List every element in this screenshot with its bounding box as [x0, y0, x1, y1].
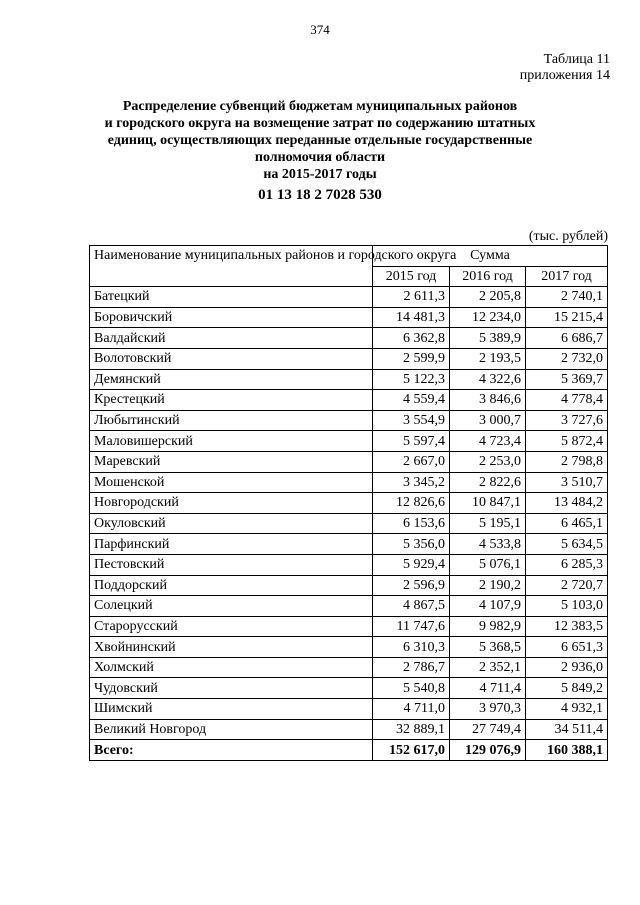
header-year-2016: 2016 год [450, 266, 526, 287]
cell-amount-2015: 14 481,3 [373, 307, 450, 328]
table-row [90, 390, 608, 411]
table-row [90, 699, 608, 720]
cell-amount-2017: 2 720,7 [526, 575, 608, 596]
cell-amount-2016: 4 533,8 [450, 534, 526, 555]
cell-district-name: Новгородский [90, 493, 373, 514]
cell-district-name: Шимский [90, 699, 373, 720]
table-row [90, 369, 608, 390]
cell-district-name: Демянский [90, 369, 373, 390]
cell-amount-2016: 4 107,9 [450, 596, 526, 617]
cell-amount-2016: 2 205,8 [450, 287, 526, 308]
cell-amount-2017: 4 932,1 [526, 699, 608, 720]
cell-district-name: Чудовский [90, 678, 373, 699]
cell-amount-2017: 5 634,5 [526, 534, 608, 555]
cell-amount-2016: 4 723,4 [450, 431, 526, 452]
cell-amount-2017: 34 511,4 [526, 719, 608, 740]
header-year-2015: 2015 год [373, 266, 450, 287]
cell-amount-2015: 32 889,1 [373, 719, 450, 740]
cell-amount-2015: 2 596,9 [373, 575, 450, 596]
table-row [90, 596, 608, 617]
cell-amount-2016: 5 076,1 [450, 554, 526, 575]
table-row [90, 637, 608, 658]
cell-amount-2015: 2 786,7 [373, 657, 450, 678]
table-row [90, 410, 608, 431]
table-row [90, 348, 608, 369]
cell-district-name: Парфинский [90, 534, 373, 555]
cell-amount-2017: 3 510,7 [526, 472, 608, 493]
header-name-column: Наименование муниципальных районов и городского округа [90, 246, 373, 287]
cell-amount-2015: 2 599,9 [373, 348, 450, 369]
cell-amount-2017: 5 872,4 [526, 431, 608, 452]
cell-district-name: Батецкий [90, 287, 373, 308]
table-row [90, 616, 608, 637]
cell-district-name: Маревский [90, 451, 373, 472]
cell-amount-2017: 6 651,3 [526, 637, 608, 658]
cell-amount-2017: 5 849,2 [526, 678, 608, 699]
cell-district-name: Волотовский [90, 348, 373, 369]
cell-amount-2016: 10 847,1 [450, 493, 526, 514]
cell-amount-2016: 3 970,3 [450, 699, 526, 720]
cell-amount-2015: 5 597,4 [373, 431, 450, 452]
cell-district-name: Окуловский [90, 513, 373, 534]
cell-district-name: Любытинский [90, 410, 373, 431]
cell-amount-2015: 5 540,8 [373, 678, 450, 699]
cell-district-name: Мошенской [90, 472, 373, 493]
table-row [90, 678, 608, 699]
cell-district-name: Боровичский [90, 307, 373, 328]
cell-amount-2015: 4 867,5 [373, 596, 450, 617]
cell-amount-2017: 6 686,7 [526, 328, 608, 349]
cell-amount-2016: 2 253,0 [450, 451, 526, 472]
title-line: полномочия области [254, 150, 386, 165]
cell-district-name: Крестецкий [90, 390, 373, 411]
cell-district-name: Всего: [90, 740, 373, 761]
cell-amount-2015: 12 826,6 [373, 493, 450, 514]
cell-district-name: Маловишерский [90, 431, 373, 452]
cell-amount-2015: 3 554,9 [373, 410, 450, 431]
cell-amount-2017: 4 778,4 [526, 390, 608, 411]
header-year-2017: 2017 год [526, 266, 608, 287]
cell-amount-2015: 6 362,8 [373, 328, 450, 349]
cell-amount-2017: 2 740,1 [526, 287, 608, 308]
cell-amount-2017: 2 798,8 [526, 451, 608, 472]
cell-amount-2016: 2 193,5 [450, 348, 526, 369]
cell-amount-2016: 12 234,0 [450, 307, 526, 328]
cell-amount-2017: 6 285,3 [526, 554, 608, 575]
table-row [90, 451, 608, 472]
table-reference [520, 52, 610, 84]
table-row [90, 534, 608, 555]
cell-amount-2017: 12 383,5 [526, 616, 608, 637]
table-row [90, 307, 608, 328]
table-row [90, 328, 608, 349]
cell-amount-2017: 2 936,0 [526, 657, 608, 678]
table-row [90, 493, 608, 514]
cell-amount-2015: 6 310,3 [373, 637, 450, 658]
cell-amount-2016: 4 711,4 [450, 678, 526, 699]
cell-amount-2016: 27 749,4 [450, 719, 526, 740]
cell-amount-2016: 2 352,1 [450, 657, 526, 678]
cell-amount-2017: 6 465,1 [526, 513, 608, 534]
table-row [90, 657, 608, 678]
cell-amount-2016: 5 368,5 [450, 637, 526, 658]
cell-amount-2016: 2 190,2 [450, 575, 526, 596]
units-label: (тыс. рублей) [528, 229, 608, 244]
cell-amount-2015: 3 345,2 [373, 472, 450, 493]
cell-amount-2016: 9 982,9 [450, 616, 526, 637]
cell-amount-2015: 2 611,3 [373, 287, 450, 308]
cell-amount-2016: 5 195,1 [450, 513, 526, 534]
cell-amount-2015: 6 153,6 [373, 513, 450, 534]
table-row [90, 287, 608, 308]
cell-district-name: Валдайский [90, 328, 373, 349]
table-row [90, 575, 608, 596]
cell-district-name: Поддорский [90, 575, 373, 596]
page-number: 374 [310, 22, 330, 37]
cell-amount-2015: 4 711,0 [373, 699, 450, 720]
cell-amount-2016: 3 000,7 [450, 410, 526, 431]
cell-amount-2015: 11 747,6 [373, 616, 450, 637]
header-sum-column: Сумма [373, 246, 608, 267]
budget-code: 01 13 18 2 7028 530 [258, 187, 382, 203]
cell-amount-2016: 5 389,9 [450, 328, 526, 349]
cell-amount-2017: 5 103,0 [526, 596, 608, 617]
cell-district-name: Великий Новгород [90, 719, 373, 740]
cell-district-name: Холмский [90, 657, 373, 678]
cell-amount-2015: 2 667,0 [373, 451, 450, 472]
title-line: Распределение субвенций бюджетам муниципальных районов [122, 99, 518, 114]
table-body [90, 287, 608, 761]
cell-amount-2015: 5 122,3 [373, 369, 450, 390]
table-reference-line2: приложения 14 [519, 68, 610, 83]
table-header-row [90, 246, 608, 267]
table-total-row [90, 740, 608, 761]
cell-amount-2015: 5 929,4 [373, 554, 450, 575]
cell-amount-2017: 2 732,0 [526, 348, 608, 369]
table-row [90, 719, 608, 740]
subventions-table [89, 245, 608, 761]
cell-amount-2016: 2 822,6 [450, 472, 526, 493]
cell-amount-2015: 5 356,0 [373, 534, 450, 555]
cell-amount-2017: 15 215,4 [526, 307, 608, 328]
cell-district-name: Пестовский [90, 554, 373, 575]
cell-amount-2017: 160 388,1 [526, 740, 608, 761]
title-line: единиц, осуществляющих переданные отдельные государственные [107, 133, 533, 148]
cell-district-name: Старорусский [90, 616, 373, 637]
table-row [90, 554, 608, 575]
table-row [90, 513, 608, 534]
cell-amount-2016: 4 322,6 [450, 369, 526, 390]
cell-amount-2016: 3 846,6 [450, 390, 526, 411]
cell-amount-2015: 4 559,4 [373, 390, 450, 411]
table-row [90, 472, 608, 493]
title-line: и городского округа на возмещение затрат по содержанию штатных [104, 116, 536, 131]
cell-district-name: Солецкий [90, 596, 373, 617]
cell-amount-2017: 3 727,6 [526, 410, 608, 431]
cell-amount-2015: 152 617,0 [373, 740, 450, 761]
cell-amount-2017: 13 484,2 [526, 493, 608, 514]
cell-amount-2017: 5 369,7 [526, 369, 608, 390]
document-title [60, 98, 580, 204]
table-row [90, 431, 608, 452]
cell-amount-2016: 129 076,9 [450, 740, 526, 761]
title-line: на 2015-2017 годы [263, 167, 377, 182]
table-reference-line1: Таблица 11 [543, 52, 610, 67]
cell-district-name: Хвойнинский [90, 637, 373, 658]
